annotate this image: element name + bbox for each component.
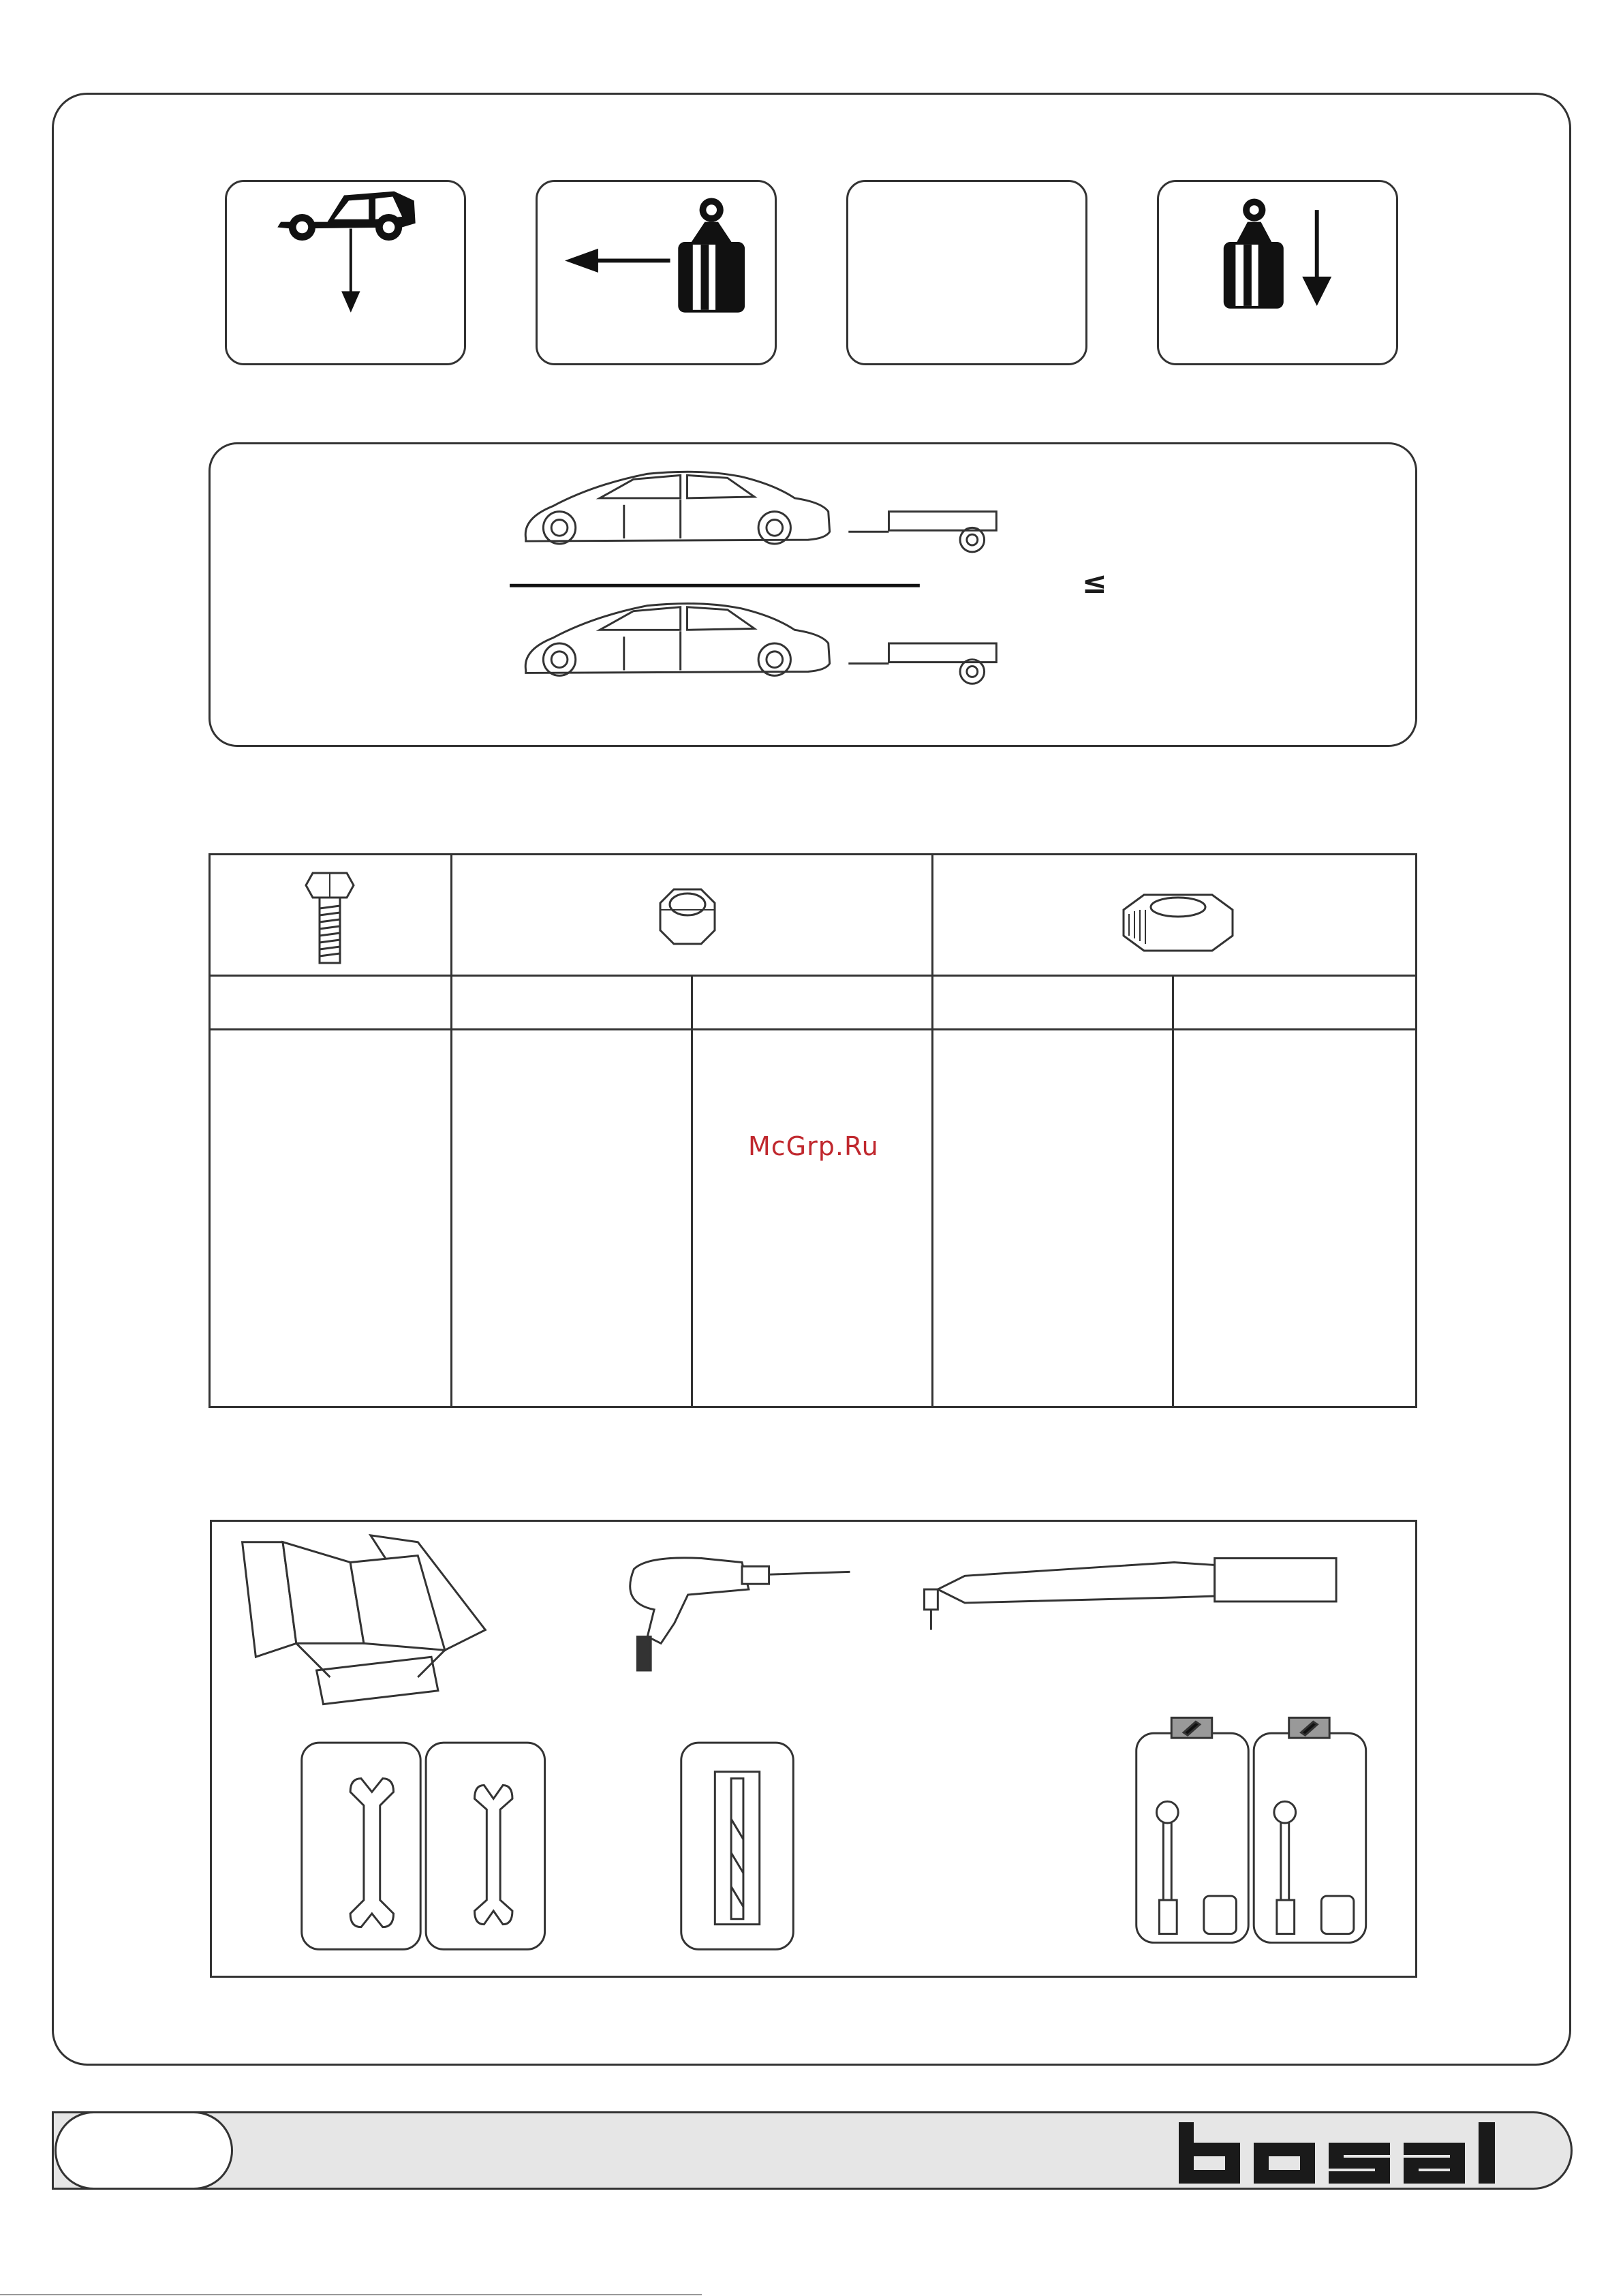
socket-wrench-icon	[1137, 1717, 1249, 1942]
drill-bit-icon	[681, 1743, 794, 1949]
car-trailer-ratio-illustration	[211, 444, 1415, 745]
bottom-rule	[0, 2294, 702, 2295]
weight-left-arrow-icon	[538, 182, 775, 363]
less-or-equal-symbol: ≤	[1082, 566, 1107, 600]
blank-box	[846, 180, 1087, 365]
weight-down-arrow-icon	[1159, 182, 1396, 363]
drill-icon	[630, 1558, 850, 1670]
page-number-oval	[55, 2111, 233, 2190]
toolbox-icon	[243, 1535, 486, 1704]
car-trailer-bottom-icon	[525, 604, 996, 684]
bolt-icon	[299, 866, 360, 968]
bosal-logo	[1179, 2122, 1540, 2184]
watermark: McGrp.Ru	[748, 1131, 879, 1161]
torque-table	[208, 853, 1417, 1408]
car-trailer-top-icon	[525, 472, 996, 552]
spanner-icon	[302, 1743, 420, 1949]
towing-capacity-box	[536, 180, 777, 365]
tools-panel	[210, 1520, 1417, 1978]
spanner-icon	[426, 1743, 544, 1949]
nut-icon	[647, 876, 728, 958]
torque-wrench-icon	[925, 1559, 1337, 1630]
socket-wrench-icon	[1254, 1717, 1366, 1942]
tools-illustration	[212, 1522, 1415, 1976]
weight-ratio-box	[208, 442, 1417, 747]
nose-weight-box	[1157, 180, 1398, 365]
car-down-arrow-icon	[227, 182, 464, 363]
vehicle-load-box	[225, 180, 466, 365]
flange-nut-icon	[1110, 883, 1246, 958]
